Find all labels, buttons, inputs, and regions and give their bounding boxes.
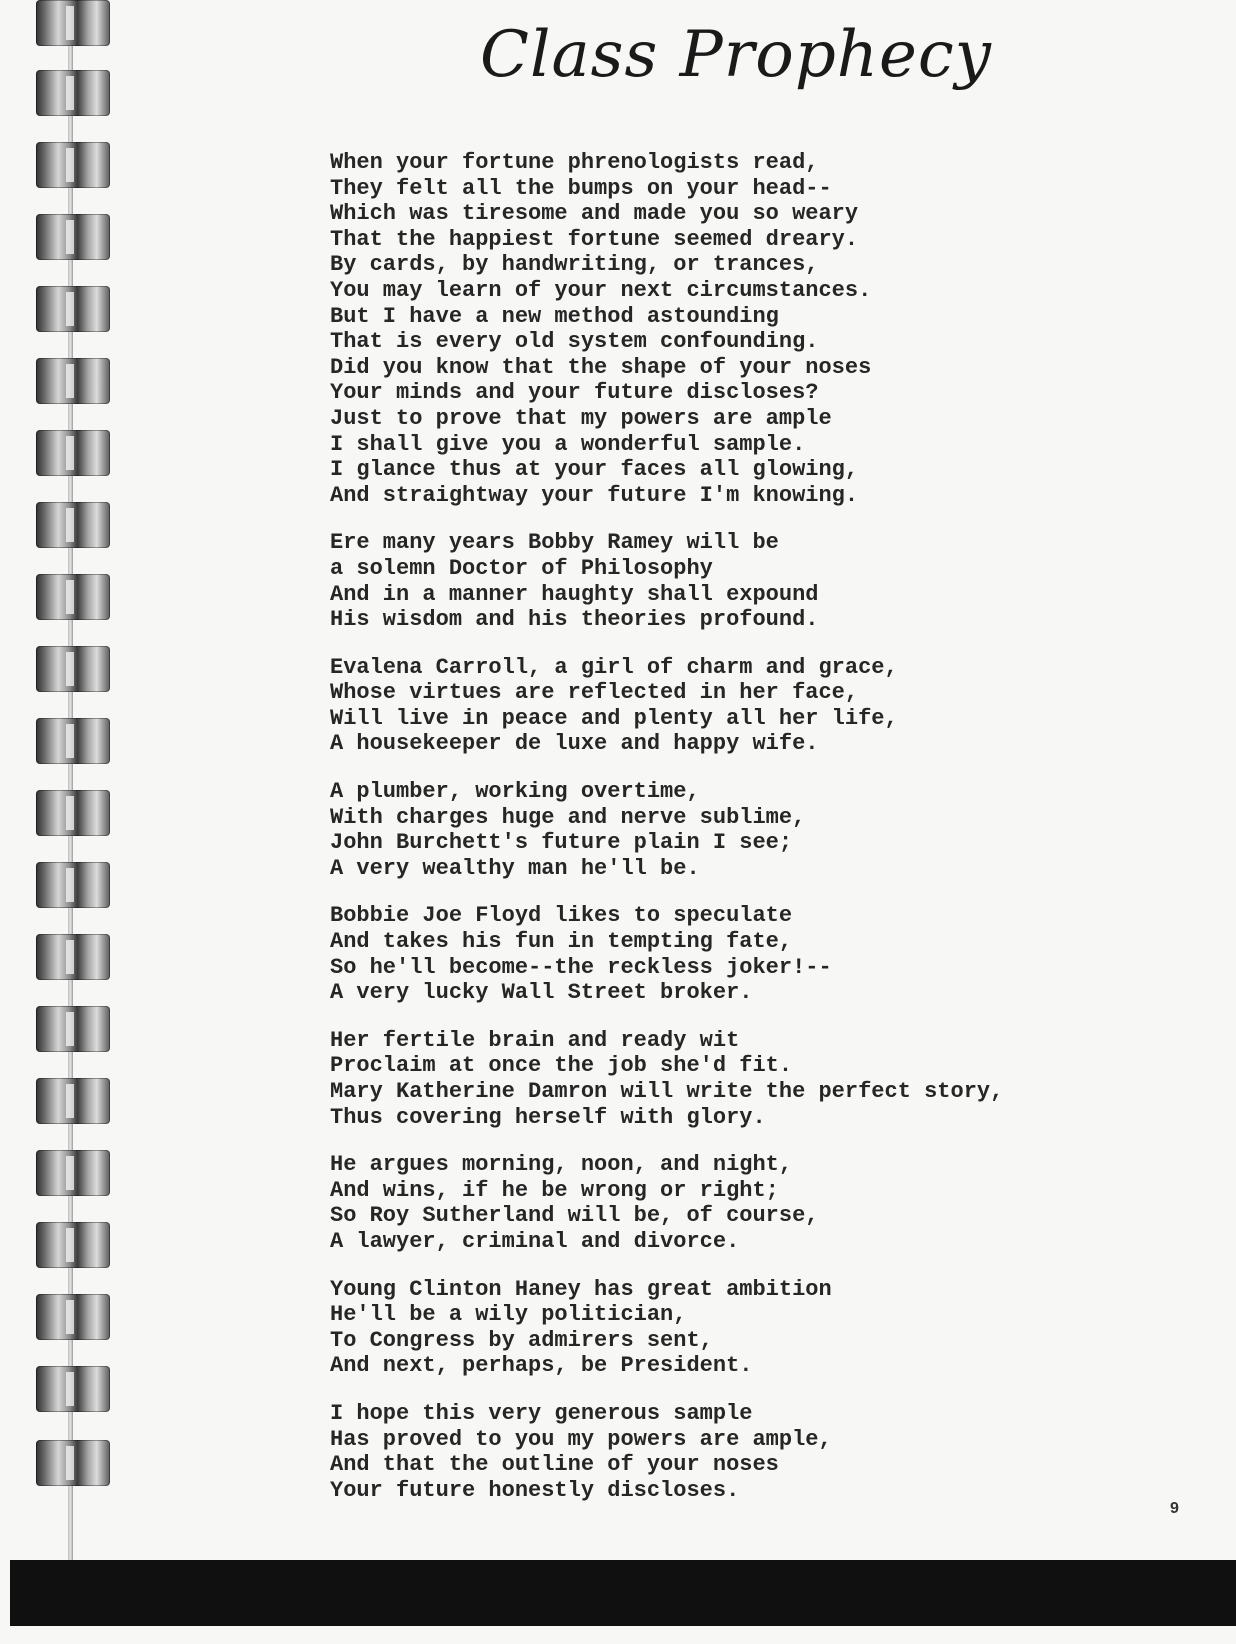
- poem-line: Mary Katherine Damron will write the perfect story,: [330, 1079, 1004, 1104]
- poem-stanza: [330, 150, 1190, 508]
- poem-line: Young Clinton Haney has great ambition: [330, 1276, 832, 1302]
- poem-line: A very wealthy man he'll be.: [330, 855, 700, 881]
- page-number: 9: [1170, 1500, 1179, 1517]
- binding-ring: [36, 718, 110, 764]
- poem-line: A very lucky Wall Street broker.: [330, 980, 753, 1006]
- binding-ring: [36, 934, 110, 980]
- binding-ring: [36, 286, 110, 332]
- binding-ring: [36, 862, 110, 908]
- poem-line: And that the outline of your noses: [330, 1452, 779, 1478]
- poem-line: By cards, by handwriting, or trances,: [330, 252, 819, 278]
- poem-line: Ere many years Bobby Ramey will be: [330, 530, 779, 556]
- poem-line: Which was tiresome and made you so weary: [330, 201, 859, 227]
- poem-line: Proclaim at once the job she'd fit.: [330, 1053, 793, 1079]
- poem-line: But I have a new method astounding: [330, 303, 779, 329]
- poem-line: And straightway your future I'm knowing.: [330, 482, 859, 508]
- scan-bottom-edge: [10, 1560, 1236, 1626]
- poem-line: He'll be a wily politician,: [330, 1302, 687, 1328]
- poem-line: Will live in peace and plenty all her life,: [330, 705, 898, 731]
- poem-line: And next, perhaps, be President.: [330, 1353, 753, 1379]
- poem-stanza: [330, 1028, 1190, 1130]
- poem-line: Has proved to you my powers are ample,: [330, 1426, 832, 1452]
- poem-line: I hope this very generous sample: [330, 1400, 753, 1426]
- poem-stanza: [330, 779, 1190, 881]
- poem-line: That is every old system confounding.: [330, 329, 819, 355]
- poem-line: Her fertile brain and ready wit: [330, 1027, 740, 1053]
- binding-ring: [36, 574, 110, 620]
- binding-ring: [36, 1294, 110, 1340]
- binding-ring: [36, 646, 110, 692]
- binding-ring: [36, 1078, 110, 1124]
- poem-line: I glance thus at your faces all glowing,: [330, 457, 859, 483]
- poem-stanza: [330, 530, 1190, 632]
- poem-line: a solemn Doctor of Philosophy: [330, 555, 713, 581]
- binding-ring: [36, 502, 110, 548]
- poem-line: Thus covering herself with glory.: [330, 1104, 766, 1130]
- poem-line: Whose virtues are reflected in her face,: [330, 680, 859, 706]
- poem-stanza: [330, 1401, 1190, 1503]
- poem-line: A plumber, working overtime,: [330, 779, 700, 805]
- poem-line: So Roy Sutherland will be, of course,: [330, 1203, 819, 1229]
- poem-line: You may learn of your next circumstances.: [330, 277, 872, 303]
- poem-line: With charges huge and nerve sublime,: [330, 804, 806, 830]
- poem-line: So he'll become--the reckless joker!--: [330, 954, 832, 980]
- binding-ring: [36, 430, 110, 476]
- spiral-binding: [0, 0, 120, 1560]
- binding-ring: [36, 142, 110, 188]
- page-title: Class Prophecy: [480, 18, 992, 92]
- poem-line: Your future honestly discloses.: [330, 1477, 740, 1503]
- poem-line: John Burchett's future plain I see;: [330, 830, 793, 856]
- poem-line: Your minds and your future discloses?: [330, 380, 819, 406]
- poem-line: Just to prove that my powers are ample: [330, 405, 832, 431]
- poem-line: He argues morning, noon, and night,: [330, 1152, 793, 1178]
- poem-line: Bobbie Joe Floyd likes to speculate: [330, 903, 793, 929]
- poem-line: To Congress by admirers sent,: [330, 1327, 713, 1353]
- binding-ring: [36, 1006, 110, 1052]
- poem-line: A lawyer, criminal and divorce.: [330, 1228, 740, 1254]
- poem-stanza: [330, 655, 1190, 757]
- poem-body: [330, 150, 1190, 1503]
- binding-ring: [36, 1222, 110, 1268]
- poem-line: I shall give you a wonderful sample.: [330, 431, 806, 457]
- binding-ring: [36, 70, 110, 116]
- poem-line: When your fortune phrenologists read,: [330, 150, 819, 175]
- poem-line: They felt all the bumps on your head--: [330, 175, 832, 201]
- poem-stanza: [330, 903, 1190, 1005]
- binding-ring: [36, 1440, 110, 1486]
- binding-ring: [36, 1366, 110, 1412]
- poem-line: And wins, if he be wrong or right;: [330, 1177, 779, 1203]
- poem-line: That the happiest fortune seemed dreary.: [330, 226, 859, 252]
- poem-line: And takes his fun in tempting fate,: [330, 929, 793, 955]
- binding-ring: [36, 0, 110, 46]
- binding-ring: [36, 790, 110, 836]
- poem-stanza: [330, 1277, 1190, 1379]
- poem-line: Did you know that the shape of your noses: [330, 354, 872, 380]
- poem-line: His wisdom and his theories profound.: [330, 607, 819, 633]
- binding-ring: [36, 358, 110, 404]
- binding-ring: [36, 1150, 110, 1196]
- poem-line: And in a manner haughty shall expound: [330, 581, 819, 607]
- poem-stanza: [330, 1152, 1190, 1254]
- poem-line: A housekeeper de luxe and happy wife.: [330, 731, 819, 757]
- poem-line: Evalena Carroll, a girl of charm and grace,: [330, 654, 898, 680]
- binding-ring: [36, 214, 110, 260]
